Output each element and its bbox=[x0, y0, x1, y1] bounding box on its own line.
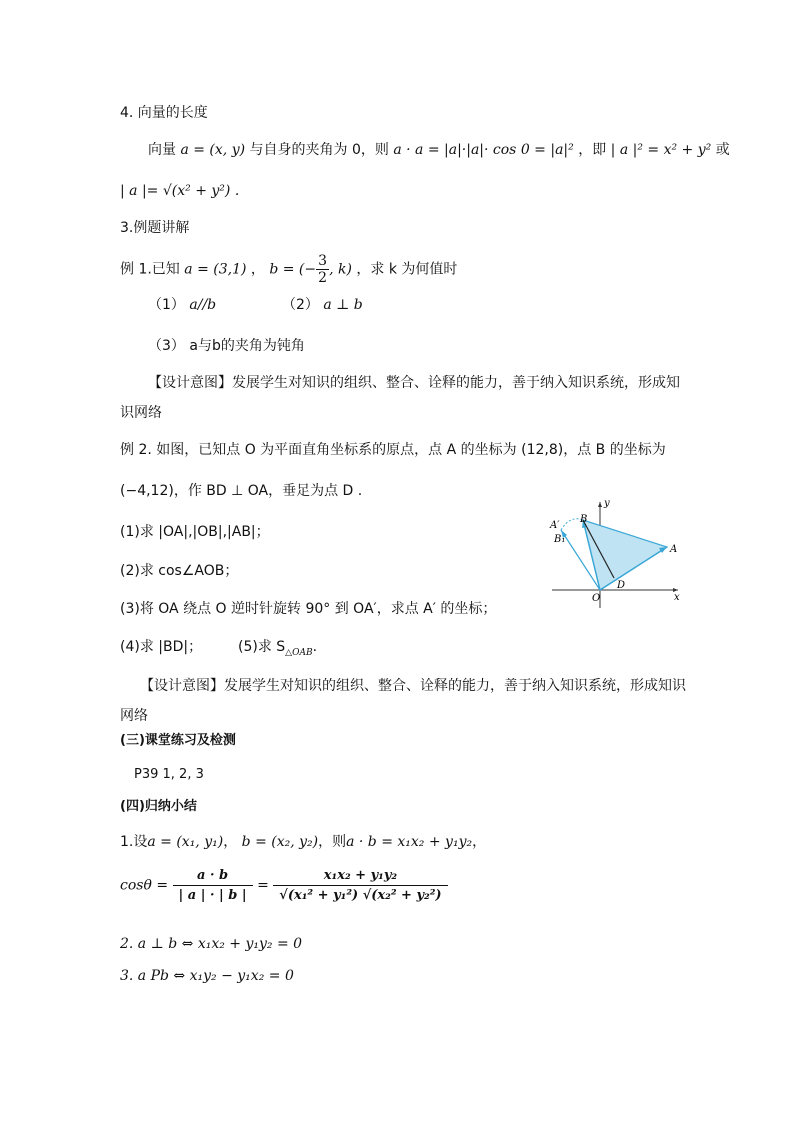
cos-den-2: √(x₁² + y₁²) √(x₂² + y₂²) bbox=[279, 888, 442, 903]
ex2-q2: (2)求 cos∠AOB； bbox=[120, 563, 239, 579]
label-b: B bbox=[580, 514, 588, 525]
ex1-prefix: 例 1.已知 bbox=[120, 261, 180, 278]
practice-title: (三)课堂练习及检测 bbox=[120, 733, 236, 748]
ex2-q4: (4)求 |BD|； bbox=[120, 639, 203, 655]
ex2-q1: (1)求 |OA|,|OB|,|AB|； bbox=[120, 524, 270, 540]
length-vector: a = (x, y) bbox=[180, 142, 246, 158]
s1-dot-product: a · b = x₁x₂ + y₁y₂ bbox=[346, 834, 473, 850]
label-x: x bbox=[674, 592, 680, 603]
cos-den-1: | a | · | b | bbox=[178, 888, 247, 903]
cos-num-1: a · b bbox=[173, 868, 253, 886]
ex1-sep: ， bbox=[250, 261, 265, 278]
ex1-q2-row bbox=[282, 295, 363, 315]
cos-lhs: cosθ = bbox=[120, 877, 169, 894]
length-result: | a |² = x² + y² bbox=[610, 142, 712, 158]
cos-formula bbox=[120, 868, 448, 903]
ex1-q3-label: （3） bbox=[148, 338, 185, 354]
cos-fraction-1 bbox=[173, 868, 253, 903]
ex1-q3: a与b的夹角为钝角 bbox=[189, 338, 305, 354]
s1-vector-b: b = (x₂, y₂) bbox=[241, 834, 319, 850]
s1-sep: ， bbox=[223, 834, 238, 850]
examples-title: 3.例题讲解 bbox=[120, 220, 190, 236]
vector-figure bbox=[540, 490, 690, 610]
ex2-q5-sub: △OAB bbox=[285, 647, 313, 658]
label-o: O bbox=[592, 593, 601, 604]
ex1-q3-row bbox=[148, 336, 305, 356]
design-intent-2: 【设计意图】发展学生对知识的组织、整合、诠释的能力，善于纳入知识系统，形成知识 bbox=[140, 678, 686, 694]
length-middle: 与自身的夹角为 0，则 bbox=[249, 142, 389, 158]
ex1-q1-row bbox=[148, 295, 216, 315]
ex2-q5 bbox=[238, 637, 317, 663]
s1-end: ， bbox=[472, 834, 487, 850]
example-2-line2: (−4,12)，作 BD ⊥ OA，垂足为点 D . bbox=[120, 483, 363, 499]
design-intent-2-cont: 网络 bbox=[120, 708, 148, 724]
design-intent-1-cont: 识网络 bbox=[120, 405, 162, 421]
ex1-q2: a ⊥ b bbox=[323, 297, 363, 313]
length-sep: ，即 bbox=[578, 142, 607, 158]
summary-1 bbox=[120, 832, 486, 852]
s1-prefix: 1.设 bbox=[120, 834, 148, 850]
length-equation: a · a = |a|·|a|· cos 0 = |a|² bbox=[393, 142, 574, 158]
cos-fraction-2 bbox=[273, 868, 447, 903]
summary-3: 3. a Pb ⇔ x₁y₂ − y₁x₂ = 0 bbox=[120, 968, 294, 984]
summary-title: (四)归纳小结 bbox=[120, 799, 197, 814]
ex1-q1-label: （1） bbox=[148, 297, 185, 313]
s1-then: ，则 bbox=[318, 834, 347, 850]
length-paragraph-line1 bbox=[148, 140, 730, 160]
ex2-q3: (3)将 OA 绕点 O 逆时针旋转 90° 到 OA′，求点 A′ 的坐标； bbox=[120, 601, 497, 617]
length-paragraph-line2: | a |= √(x² + y²) . bbox=[120, 183, 240, 199]
cos-eq: = bbox=[257, 877, 269, 894]
example-2-line1: 例 2. 如图，已知点 O 为平面直角坐标系的原点，点 A 的坐标为 (12,8)，点 B 的坐标为 bbox=[120, 442, 666, 458]
ex2-q5-text: (5)求 S bbox=[238, 639, 286, 655]
ex1-fraction bbox=[316, 253, 329, 286]
label-d: D bbox=[617, 580, 626, 591]
ex1-fraction-den: 2 bbox=[318, 270, 328, 286]
ex1-fraction-num: 3 bbox=[318, 253, 328, 269]
label-y: y bbox=[604, 498, 610, 509]
section-4-title: 4. 向量的长度 bbox=[120, 105, 208, 121]
ex1-vector-b-post: , k) bbox=[329, 261, 352, 278]
label-a-prime: A′ bbox=[550, 520, 560, 531]
ex1-vector-b-pre: b = (− bbox=[269, 261, 317, 278]
summary-2: 2. a ⊥ b ⇔ x₁x₂ + y₁y₂ = 0 bbox=[120, 936, 303, 952]
ex1-vector-a: a = (3,1) bbox=[184, 261, 247, 278]
label-a: A bbox=[670, 544, 678, 555]
ex1-q1: a//b bbox=[189, 297, 217, 313]
practice-content: P39 1, 2, 3 bbox=[134, 767, 204, 782]
ex1-q2-label: （2） bbox=[282, 297, 319, 313]
length-or: 或 bbox=[715, 142, 730, 158]
example-1 bbox=[120, 253, 457, 286]
ex1-question: ，求 k 为何值时 bbox=[356, 261, 458, 278]
length-prefix: 向量 bbox=[148, 142, 176, 158]
y-axis-arrow-icon bbox=[598, 502, 602, 507]
ex2-q5-end: . bbox=[312, 639, 318, 655]
label-b1: B₁ bbox=[554, 534, 566, 545]
s1-vector-a: a = (x₁, y₁) bbox=[147, 834, 224, 850]
design-intent-1: 【设计意图】发展学生对知识的组织、整合、诠释的能力，善于纳入知识系统，形成知 bbox=[148, 375, 680, 391]
cos-num-2: x₁x₂ + y₁y₂ bbox=[273, 868, 447, 886]
